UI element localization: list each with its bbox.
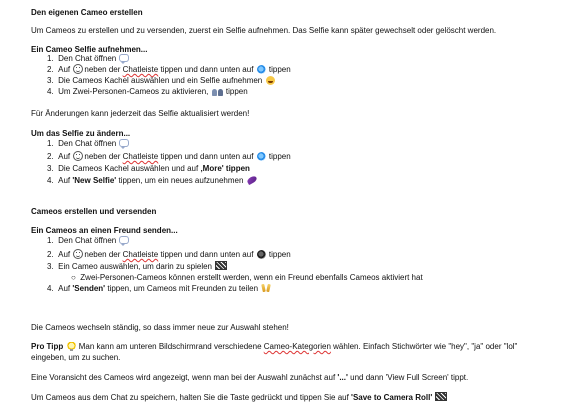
save-text: Um Cameos aus dem Chat zu speichern, halten Sie die Taste gedrückt und tippen Sie auf 'Save to Camera Roll' <box>31 392 448 403</box>
chat-bubble-icon <box>119 139 129 147</box>
list-item: 1. Den Chat öffnen <box>47 53 130 64</box>
preview-text: Eine Voransicht des Cameos wird angezeigt, wenn man bei der Auswahl zunächst auf '...' und dann 'View Full Screen' tippt. <box>31 373 469 382</box>
dark-camera-button-icon <box>257 250 266 259</box>
list-item: 4. Auf 'New Selfie' tippen, um ein neues aufzunehmen <box>47 175 258 186</box>
note-cameos-change: Die Cameos wechseln ständig, so dass immer neue zur Auswahl stehen! <box>31 323 289 332</box>
list-item: 2. Auf neben der Chatleiste tippen und dann unten auf tippen <box>47 65 291 74</box>
sub-list-item: ○ Zwei-Personen-Cameos können erstellt werden, wenn ein Freund ebenfalls Cameos aktiviert hat <box>71 273 423 282</box>
list-item: 2. Auf neben der Chatleiste tippen und dann unten auf tippen <box>47 152 291 161</box>
heading-send: Cameos erstellen und versenden <box>31 207 157 216</box>
grinning-face-icon <box>266 76 275 85</box>
note-update-selfie: Für Änderungen kann jederzeit das Selfie aktualisiert werden! <box>31 109 250 118</box>
list-item: 1. Den Chat öffnen <box>47 138 130 149</box>
pro-tip-continued: eingeben, um zu suchen. <box>31 353 121 362</box>
list-item: 4. Um Zwei-Personen-Cameos zu aktivieren, tippen <box>47 87 248 96</box>
smiley-face-icon <box>73 249 83 259</box>
intro-text: Um Cameos zu erstellen und zu versenden, zuerst ein Selfie aufnehmen. Das Selfie kann später gewechselt oder gelöscht werden. <box>31 26 497 35</box>
chat-bubble-icon <box>119 54 129 62</box>
blue-camera-button-icon <box>257 65 266 74</box>
section-title-change-selfie: Um das Selfie zu ändern... <box>31 129 131 138</box>
eggplant-icon <box>246 175 258 185</box>
section-title-take-selfie: Ein Cameo Selfie aufnehmen... <box>31 45 148 54</box>
heading-main: Den eigenen Cameo erstellen <box>31 8 143 17</box>
list-item: 3. Die Cameos Kachel auswählen und ein Selfie aufnehmen <box>47 75 276 86</box>
list-item: 3. Ein Cameo auswählen, um darin zu spielen <box>47 261 228 272</box>
clapper-board-icon <box>215 261 227 270</box>
pro-tip-label: Pro Tipp <box>31 342 64 351</box>
blue-camera-button-icon <box>257 152 266 161</box>
section-title-send: Ein Cameos an einen Freund senden... <box>31 226 178 235</box>
list-item: 1. Den Chat öffnen <box>47 235 130 246</box>
smiley-face-icon <box>73 151 83 161</box>
list-item: 4. Auf 'Senden' tippen, um Cameos mit Freunden zu teilen <box>47 283 273 294</box>
chat-bubble-icon <box>119 236 129 244</box>
light-bulb-icon <box>67 342 76 351</box>
clapper-board-icon <box>435 392 447 401</box>
clinking-glasses-icon <box>261 284 272 293</box>
list-item: 2. Auf neben der Chatleiste tippen und dann unten auf tippen <box>47 250 291 259</box>
list-item: 3. Die Cameos Kachel auswählen und auf ‚More' tippen <box>47 164 250 173</box>
smiley-face-icon <box>73 64 83 74</box>
pro-tip: Pro Tipp Man kann am unteren Bildschirmrand verschiedene Cameo-Kategorien wählen. Einfach Stichwörter wie "hey", "ja" oder "lol" <box>31 342 518 351</box>
two-people-icon <box>212 87 223 96</box>
